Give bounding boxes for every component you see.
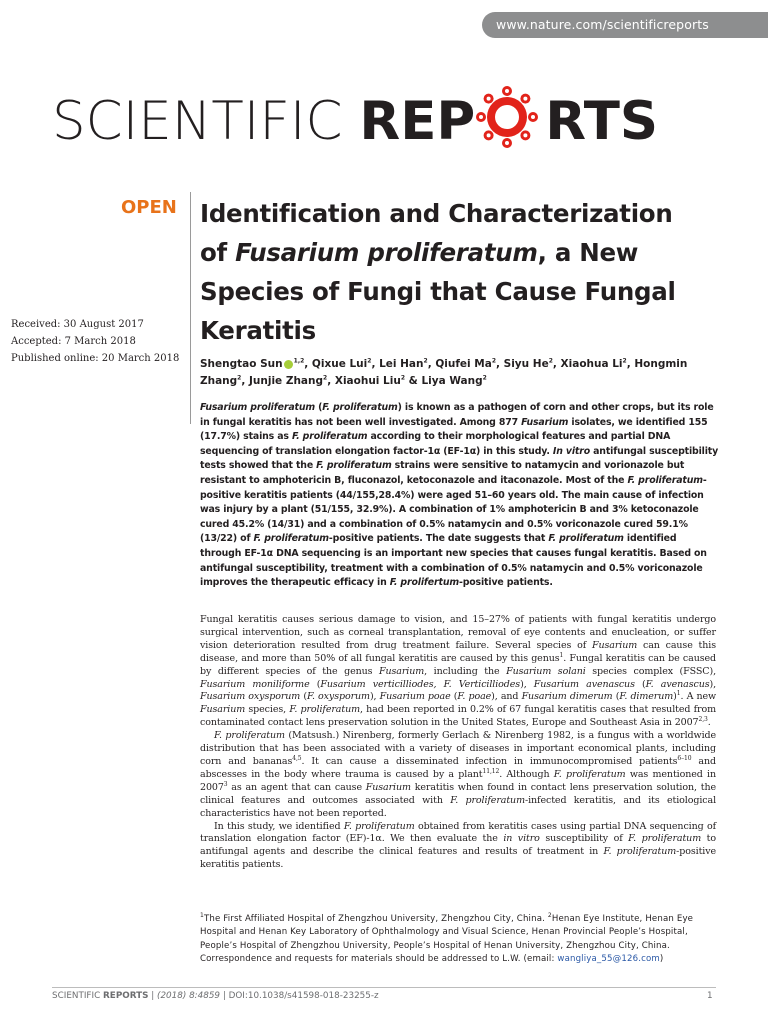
footer-journal: SCIENTIFIC (52, 991, 104, 1001)
title-line-2: of Fusarium proliferatum, a New (200, 238, 639, 267)
title-line-1: Identification and Characterization (200, 199, 673, 228)
author-name[interactable]: & Liya Wang (405, 375, 483, 387)
abstract: Fusarium proliferatum (F. proliferatum) is known as a pathogen of corn and other crops, but its role in fungal keratitis has not been well investigated. Among 877 Fusarium isolates, we identified 155 (17.7%) stains as F. proliferatum according to their morphological features and partial DNA sequencing of translation elongation factor-1α (EF-1α) in this study. In vitro antifungal susceptibility tests showed that the F. proliferatum strains were sensitive to natamycin and vorionazole but resistant to amphotericin B, fluconazol, ketoconazole and itaconazole. Most of the F. proliferatum-positive keratitis patients (44/155,28.4%) were aged 51–60 years old. The main cause of infection was injury by a plant (51/155, 32.9%). A combination of 1% amphotericin B and 3% ketoconazole cured 45.2% (14/31) and a combination of 0.5% natamycin and 0.5% voriconazole cured 59.1% (13/22) of F. proliferatum-positive patients. The date suggests that F. proliferatum identified through EF-1α DNA sequencing is an important new species that causes fungal keratitis. Based on antifungal susceptibility, treatment with a combination of 0.5% natamycin and 0.5% voriconazole improves the therapeutic efficacy in F. prolifertum-positive patients. (200, 402, 719, 589)
body-paragraph-2: F. proliferatum (Matsush.) Nirenberg, formerly Gerlach & Nirenberg 1982, is a fungus with a worldwide distribution that has been associated with a variety of diseases in important economical plants, including corn and bananas$^{4,5}$. It can cause a disseminated infection in immunocompromised patients$^{6-10}$ and abscesses in the body where trauma is caused by a plant$^{11,12}$. Although F. proliferatum was mentioned in 2007$^3$ as an agent that can cause Fusarium keratitis when found in contact lens preservation solution, the clinical features and outcomes associated with F. proliferatum-infected keratitis, and its etiological characteristics have not been reported. (200, 730, 717, 819)
author-name[interactable]: , Xiaohua Li (552, 358, 623, 370)
author-name[interactable]: , Qixue Lui (304, 358, 368, 370)
gear-logo-icon (474, 84, 540, 150)
header-divider (190, 192, 191, 424)
received-date: Received: 30 August 2017 (11, 319, 144, 330)
page-footer: SCIENTIFIC REPORTS | (2018) 8:4859 | DOI:10.1038/s41598-018-23255-z (52, 991, 379, 1001)
citation-link[interactable]: 1 (559, 651, 564, 659)
citation-link[interactable]: 6–10 (677, 754, 692, 762)
article-body (200, 614, 716, 872)
correspondence-email-link[interactable]: wangliya_55@126.com (557, 953, 660, 964)
citation-link[interactable]: 1 (676, 690, 681, 698)
journal-url-bar[interactable] (482, 12, 768, 38)
citation-link[interactable]: 4,5 (292, 754, 302, 762)
author-name[interactable]: , Xiaohui Liu (327, 375, 401, 387)
accepted-date: Accepted: 7 March 2018 (11, 336, 136, 347)
title-species: Fusarium proliferatum (235, 238, 538, 267)
author-name[interactable]: , Hongmin Zhang (200, 358, 688, 387)
author-list: Shengtao Sun $^{1,2}$, Qixue Lui$^2$, Lei Han$^2$, Qiufei Ma$^2$, Siyu He$^2$, Xiaohua Li$^2$, Hongmin Zhang$^2$, Junjie Zhang$^2$, Xiaohui Liu$^2$ & Liya Wang$^2$ (200, 357, 688, 387)
masthead-scientific: SCIENTIFIC (52, 91, 343, 152)
journal-masthead (52, 82, 752, 162)
title-line-3: Species of Fungi that Cause Fungal (200, 277, 676, 306)
author-name[interactable]: , Siyu He (496, 358, 549, 370)
orcid-icon[interactable] (284, 360, 293, 369)
published-date: Published online: 20 March 2018 (11, 353, 180, 364)
article-dates (11, 316, 191, 367)
title-line-4: Keratitis (200, 316, 316, 345)
masthead-reports-a: REP (359, 91, 476, 152)
footer-divider (52, 987, 716, 988)
affiliations-footnote: $^1$The First Affiliated Hospital of Zhengzhou University, Zhengzhou City, China. $^2$Henan Eye Institute, Henan Eye Hospital and Henan Key Laboratory of Ophthalmology and Visual Science, Henan Provincial People’s Hospital, People’s Hospital of Zhengzhou University, People’s Hospital of Henan University, Zhengzhou City, China. Correspondence and requests for materials should be addressed to L.W. (email: wangliya_55@126.com) (200, 912, 694, 964)
author-name[interactable]: Shengtao Sun (200, 358, 283, 370)
masthead-reports-b: RTS (545, 91, 659, 152)
page-number: 1 (707, 991, 713, 1001)
body-paragraph-1: Fungal keratitis causes serious damage to vision, and 15–27% of patients with fungal keratitis undergo surgical intervention, such as corneal transplantation, removal of eye contents and enucleation, or suffer vision deterioration resulted from drug treatment failure. Several species of Fusarium can cause this disease, and more than 50% of all fungal keratitis are caused by this genus$^1$. Fungal keratitis can be caused by different species of the genus Fusarium, including the Fusarium solani species complex (FSSC), Fusarium moniliforme (Fusarium verticilliodes, F. Verticilliodes), Fusarium avenascus (F. avenascus), Fusarium oxysporum (F. oxysporum), Fusarium poae (F. poae), and Fusarium dimerum (F. dimerum)$^1$. A new Fusarium species, F. proliferatum, had been reported in 0.2% of 67 fungal keratitis cases that resulted from contaminated contact lens preservation solution in the United States, Europe and Southeast Asia in 2007$^{2,3}$. (200, 614, 717, 729)
citation-link[interactable]: 11,12 (482, 767, 500, 775)
open-access-label: OPEN (121, 197, 177, 218)
footer-doi[interactable]: | DOI:10.1038/s41598-018-23255-z (220, 991, 379, 1001)
footer-citation: (2018) 8:4859 (157, 991, 221, 1001)
author-name[interactable]: , Lei Han (371, 358, 424, 370)
citation-link[interactable]: 2,3 (698, 716, 708, 724)
body-paragraph-3: In this study, we identified F. proliferatum obtained from keratitis cases using partial DNA sequencing of translation elongation factor (EF)-1α. We then evaluate the in vitro susceptibility of F. proliferatum to antifungal agents and describe the clinical features and results of treatment in F. proliferatum-positive keratitis patients. (200, 820, 717, 871)
citation-link[interactable]: 3 (223, 780, 228, 788)
article-title (200, 194, 730, 350)
author-name[interactable]: , Junjie Zhang (241, 375, 324, 387)
author-name[interactable]: , Qiufei Ma (427, 358, 492, 370)
journal-url[interactable]: www.nature.com/scientificreports (496, 17, 709, 32)
